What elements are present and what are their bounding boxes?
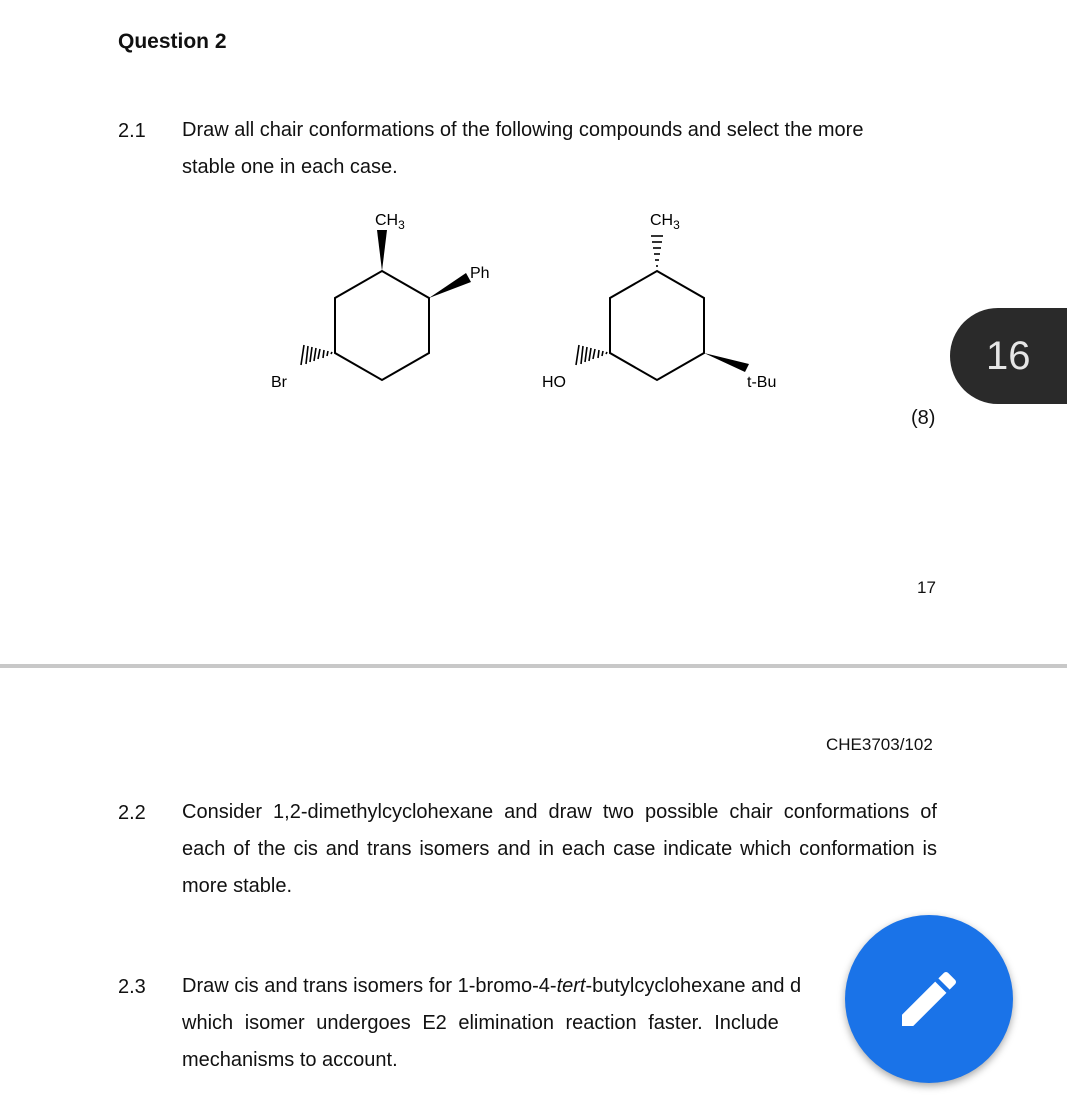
question-2-3-line3: mechanisms to account. [182,1049,398,1071]
pencil-icon [893,963,965,1035]
page-indicator-badge: 16 [950,308,1067,404]
page-divider [0,664,1067,668]
compound-1-bromo-hash [301,345,332,365]
question-2-3-line1-italic: tert [556,975,586,997]
compound-1-structure [271,212,490,391]
question-2-3-text [182,968,937,1079]
structures-figure [250,200,810,400]
question-2-3-line1 [182,968,937,1005]
compound-1-ring [335,271,429,380]
compound-1-methyl-wedge [377,230,387,271]
question-2-3-line2: which isomer undergoes E2 elimination reaction faster. Include [182,1012,779,1034]
question-2-1-text [182,112,942,186]
question-2-1-line1: Draw all chair conformations of the following compounds and select the more [182,119,864,141]
compound-2-hydroxy-label: HO [542,374,566,391]
question-2-2-number: 2.2 [118,802,146,824]
question-2-3-line1-a: Draw cis and trans isomers for 1-bromo-4- [182,975,557,997]
compound-2-methyl-hash [651,236,663,266]
question-2-2-text: Consider 1,2-dimethylcyclohexane and draw two possible chair conformations of each of the cis and trans isomers and in each case indicate which conformation is more stable. [182,801,937,897]
question-2-1-marks: (8) [911,407,936,429]
question-2-3-number: 2.3 [118,976,146,998]
question-2-1-number: 2.1 [118,120,146,142]
question-title: Question 2 [118,30,227,53]
question-2-3-line1-b: -butylcyclohexane and d [585,975,802,997]
edit-fab-button[interactable] [845,915,1013,1083]
compound-2-tbutyl-label: t-Bu [747,374,777,391]
compound-2-hydroxy-hash [576,345,607,365]
compound-1-phenyl-label: Ph [470,265,490,282]
question-2-1-line2: stable one in each case. [182,156,398,178]
compound-2-tbutyl-wedge [704,353,749,372]
compound-1-methyl-label: $CH_3$ [375,212,405,232]
compound-1-phenyl-wedge [429,273,471,298]
compound-2-ring [610,271,704,380]
compound-2-structure [542,212,776,391]
compound-2-methyl-label: $CH_3$ [650,212,680,232]
compound-1-bromo-label: Br [271,374,287,391]
course-code: CHE3703/102 [826,735,933,754]
page-number: 17 [917,578,936,597]
